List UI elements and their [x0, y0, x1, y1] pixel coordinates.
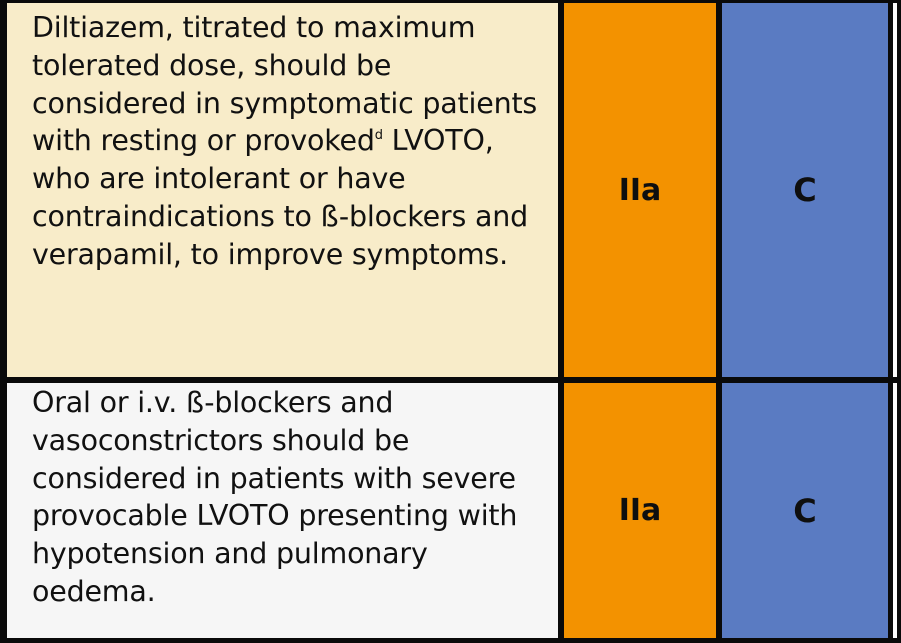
level-cell-row-1 [722, 3, 888, 377]
recommendation-text-row-1 [7, 3, 558, 377]
class-label-row-2: IIa [618, 493, 662, 528]
class-cell-row-2 [564, 383, 716, 638]
recommendation-text-row-1-part-1: Diltiazem, titrated to maximum tolerated dose, should be considered in symptomatic patients with resting or provoked [32, 11, 538, 158]
class-cell-row-1 [564, 3, 716, 377]
level-label-row-2: C [793, 491, 817, 530]
recommendation-text-row-2: Oral or i.v. ß-blockers and vasoconstrictors should be considered in patients with severe provocable LVOTO presenting with hypotension and pulmonary oedema. [7, 383, 558, 638]
footnote-marker-d: d [374, 128, 383, 144]
level-label-row-1: C [793, 171, 817, 209]
recommendation-text-row-1-part-2: LVOTO, who are intolerant or have contraindications to ß-blockers and verapamil, to improve symptoms. [32, 124, 528, 271]
table-right-edge-row-1 [893, 3, 897, 377]
table-right-edge-row-2 [893, 383, 897, 638]
level-cell-row-2 [722, 383, 888, 638]
class-label-row-1: IIa [618, 172, 662, 208]
